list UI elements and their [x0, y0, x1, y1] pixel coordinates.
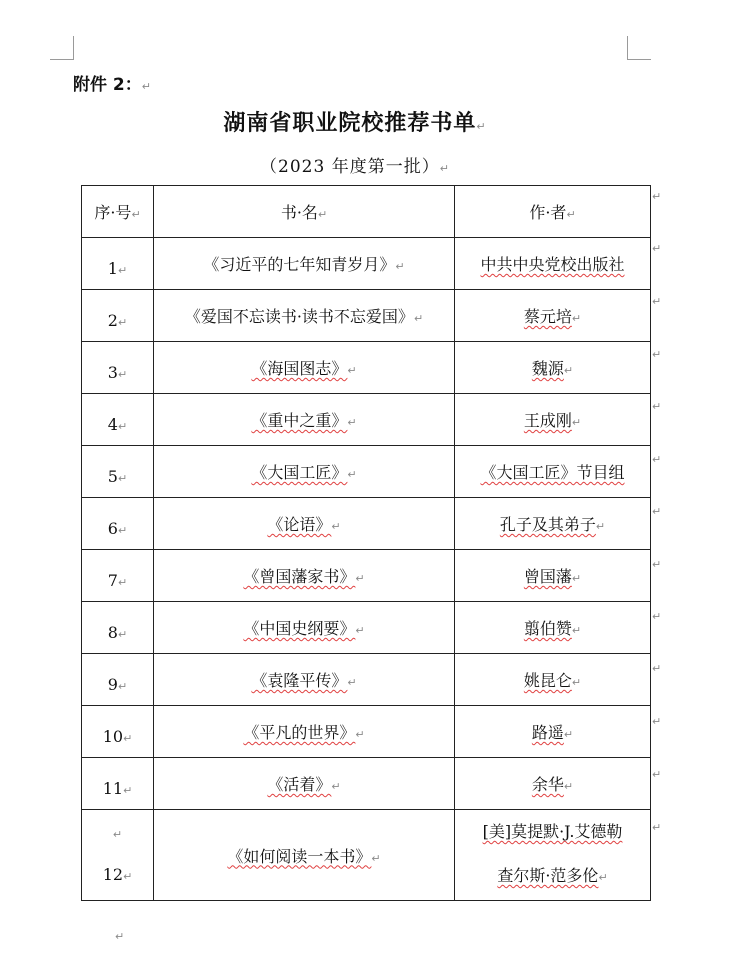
- paragraph-mark-icon: ↵: [117, 420, 128, 433]
- paragraph-mark-icon: ↵: [563, 728, 574, 741]
- cell-no[interactable]: [82, 290, 154, 342]
- table-row: [82, 758, 651, 810]
- paragraph-mark-icon: ↵: [395, 260, 405, 273]
- cell-title[interactable]: [154, 602, 455, 654]
- table-row: [82, 342, 651, 394]
- paragraph-mark-icon: ↵: [317, 208, 328, 221]
- paragraph-mark-icon: ↵: [598, 871, 608, 884]
- cell-author[interactable]: [455, 654, 651, 706]
- attachment-label-line: [73, 70, 151, 95]
- table-row: [82, 446, 651, 498]
- cell-author[interactable]: [455, 394, 651, 446]
- cell-author[interactable]: [455, 758, 651, 810]
- paragraph-mark-icon: ↵: [117, 524, 128, 537]
- book-title: 《海国图志》: [251, 359, 348, 378]
- book-title: 《习近平的七年知青岁月》: [203, 255, 396, 274]
- row-end-mark-icon: ↵: [652, 190, 662, 203]
- cell-no[interactable]: [82, 342, 154, 394]
- row-end-mark-icon: ↵: [652, 453, 662, 466]
- table-row: [82, 706, 651, 758]
- row-number: 12: [102, 865, 124, 884]
- row-number: 6: [107, 519, 118, 538]
- cell-author[interactable]: [455, 290, 651, 342]
- table-row: [82, 550, 651, 602]
- table-row: [82, 810, 651, 901]
- row-number: 4: [107, 415, 118, 434]
- cell-no[interactable]: [82, 394, 154, 446]
- paragraph-mark-icon: ↵: [131, 208, 141, 221]
- paragraph-mark-icon: ↵: [117, 316, 128, 329]
- document-title-line: [0, 106, 710, 137]
- cell-no[interactable]: [82, 654, 154, 706]
- row-number: 8: [107, 623, 118, 642]
- document-subtitle: （2023 年度第一批）: [260, 157, 440, 177]
- book-title: 《爱国不忘读书·读书不忘爱国》: [184, 307, 414, 326]
- cell-title[interactable]: [154, 498, 455, 550]
- table-row: [82, 498, 651, 550]
- paragraph-mark-icon: ↵: [117, 628, 128, 641]
- corner-mark-top-right-h: [627, 59, 651, 60]
- book-author: 王成刚: [523, 411, 572, 430]
- cell-title[interactable]: [154, 446, 455, 498]
- paragraph-mark-icon: ↵: [571, 624, 582, 637]
- row-end-mark-icon: ↵: [652, 348, 662, 361]
- cell-author[interactable]: [455, 342, 651, 394]
- row-end-mark-icon: ↵: [652, 558, 662, 571]
- book-title: 《中国史纲要》: [243, 619, 356, 638]
- book-author-line1: [美]莫提默·J.艾德勒: [482, 822, 623, 841]
- header-cell-title[interactable]: [154, 186, 455, 238]
- paragraph-mark-icon: ↵: [347, 468, 357, 481]
- paragraph-mark-icon: ↵: [117, 264, 128, 277]
- cell-title[interactable]: [154, 654, 455, 706]
- corner-mark-top-left: [73, 36, 74, 60]
- row-number: 1: [107, 259, 118, 278]
- paragraph-mark-icon: ↵: [117, 368, 128, 381]
- paragraph-mark-icon: ↵: [571, 416, 582, 429]
- paragraph-mark-icon: ↵: [371, 851, 381, 865]
- row-end-mark-icon: ↵: [652, 662, 662, 675]
- book-title: 《活着》: [267, 775, 332, 794]
- paragraph-mark-icon: ↵: [476, 120, 487, 133]
- book-title: 《大国工匠》: [251, 463, 348, 482]
- book-author: 蔡元培: [523, 307, 572, 326]
- row-number: 5: [107, 467, 118, 486]
- corner-mark-top-left-h: [50, 59, 73, 60]
- table-row: [82, 654, 651, 706]
- book-title: 《曾国藩家书》: [243, 567, 356, 586]
- paragraph-mark-icon: ↵: [117, 680, 128, 693]
- header-title: 书·名: [280, 203, 318, 222]
- row-number: 7: [107, 571, 118, 590]
- paragraph-mark-icon: ↵: [347, 416, 357, 429]
- row-end-mark-icon: ↵: [652, 242, 662, 255]
- row-end-mark-icon: ↵: [652, 715, 662, 728]
- paragraph-mark-icon: ↵: [571, 312, 582, 325]
- paragraph-mark-icon: ↵: [112, 828, 123, 841]
- paragraph-mark-icon: ↵: [355, 728, 365, 741]
- cell-no[interactable]: [82, 706, 154, 758]
- cell-author[interactable]: [455, 550, 651, 602]
- cell-no[interactable]: [82, 758, 154, 810]
- row-number: 2: [107, 311, 118, 330]
- cell-no[interactable]: [82, 446, 154, 498]
- header-cell-author[interactable]: [455, 186, 651, 238]
- corner-mark-top-right: [627, 36, 628, 60]
- book-title: 《重中之重》: [251, 411, 348, 430]
- row-end-mark-icon: ↵: [652, 821, 662, 834]
- table-row: [82, 238, 651, 290]
- cell-author[interactable]: [455, 810, 651, 901]
- book-author: 翦伯赞: [523, 619, 572, 638]
- cell-no[interactable]: [82, 238, 154, 290]
- cell-title[interactable]: [154, 550, 455, 602]
- cell-no[interactable]: [82, 550, 154, 602]
- cell-author[interactable]: [455, 238, 651, 290]
- header-author: 作·者: [529, 203, 567, 222]
- cell-title[interactable]: [154, 706, 455, 758]
- paragraph-mark-icon: ↵: [355, 624, 365, 637]
- cell-title[interactable]: [154, 810, 455, 901]
- cell-title[interactable]: [154, 238, 455, 290]
- cell-title[interactable]: [154, 758, 455, 810]
- book-author: 余华: [531, 775, 564, 794]
- paragraph-mark-icon: ↵: [413, 312, 424, 325]
- paragraph-mark-icon: ↵: [566, 208, 576, 221]
- document-title: 湖南省职业院校推荐书单: [223, 111, 477, 136]
- book-author: 魏源: [531, 359, 564, 378]
- cell-title[interactable]: [154, 394, 455, 446]
- paragraph-mark-icon: ↵: [571, 676, 582, 689]
- cell-title[interactable]: [154, 342, 455, 394]
- row-end-mark-icon: ↵: [652, 610, 662, 623]
- book-title: 《论语》: [267, 515, 332, 534]
- paragraph-mark-icon: ↵: [123, 870, 133, 883]
- paragraph-mark-icon: ↵: [117, 576, 128, 589]
- paragraph-mark-icon: ↵: [123, 732, 133, 745]
- paragraph-mark-icon: ↵: [595, 520, 606, 533]
- book-title: 《袁隆平传》: [251, 671, 348, 690]
- row-end-mark-icon: ↵: [652, 505, 662, 518]
- paragraph-mark-icon: ↵: [141, 80, 151, 93]
- book-author-line2: 查尔斯·范多伦: [497, 866, 599, 885]
- attachment-label: 附件 2：: [73, 75, 142, 95]
- row-number: 3: [107, 363, 118, 382]
- row-end-mark-icon: ↵: [652, 400, 662, 413]
- cell-no[interactable]: [82, 602, 154, 654]
- document-subtitle-line: [0, 152, 710, 177]
- row-number: 11: [102, 779, 124, 798]
- cell-author[interactable]: [455, 602, 651, 654]
- table-row: [82, 602, 651, 654]
- cell-no[interactable]: [82, 498, 154, 550]
- table-row: [82, 290, 651, 342]
- row-number: 9: [107, 675, 118, 694]
- paragraph-mark-icon: ↵: [123, 784, 133, 797]
- row-end-mark-icon: ↵: [652, 768, 662, 781]
- book-author: 孔子及其弟子: [499, 515, 596, 534]
- cell-author[interactable]: [455, 446, 651, 498]
- book-title: 《如何阅读一本书》: [227, 846, 372, 866]
- paragraph-mark-icon: ↵: [439, 162, 450, 175]
- paragraph-mark-icon: ↵: [331, 520, 341, 533]
- row-end-mark-icon: ↵: [652, 295, 662, 308]
- paragraph-mark-icon: ↵: [563, 780, 574, 793]
- paragraph-mark-icon: ↵: [115, 930, 125, 943]
- paragraph-mark-icon: ↵: [355, 572, 365, 585]
- cell-author[interactable]: [455, 706, 651, 758]
- book-title: 《平凡的世界》: [243, 723, 356, 742]
- paragraph-mark-icon: ↵: [571, 572, 582, 585]
- cell-title[interactable]: [154, 290, 455, 342]
- header-no: 序·号: [94, 203, 132, 222]
- cell-author[interactable]: [455, 498, 651, 550]
- book-author: 路遥: [531, 723, 564, 742]
- book-author: 《大国工匠》节目组: [480, 463, 625, 482]
- book-list-table: [81, 185, 651, 901]
- book-author: 曾国藩: [523, 567, 572, 586]
- book-author: 姚昆仑: [523, 671, 572, 690]
- table-row: [82, 394, 651, 446]
- paragraph-mark-icon: ↵: [563, 364, 574, 377]
- paragraph-mark-icon: ↵: [117, 472, 128, 485]
- cell-no[interactable]: [82, 810, 154, 901]
- paragraph-mark-icon: ↵: [347, 676, 357, 689]
- row-number: 10: [102, 727, 124, 746]
- paragraph-mark-icon: ↵: [331, 780, 341, 793]
- book-author: 中共中央党校出版社: [480, 255, 625, 274]
- header-cell-no[interactable]: [82, 186, 154, 238]
- paragraph-mark-icon: ↵: [347, 364, 357, 377]
- table-header-row: [82, 186, 651, 238]
